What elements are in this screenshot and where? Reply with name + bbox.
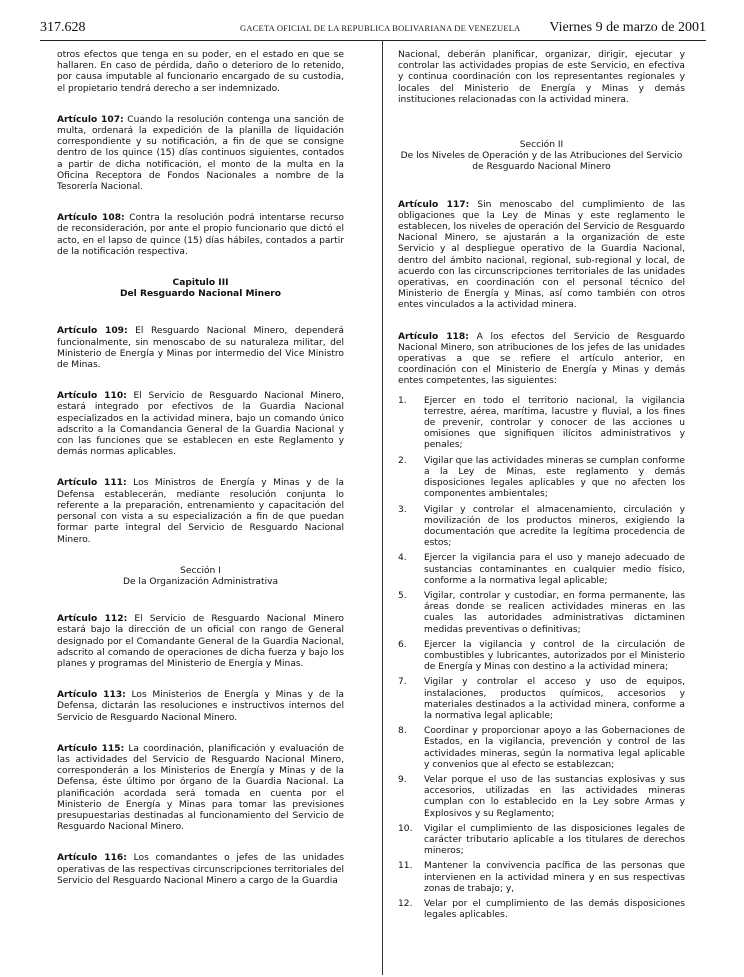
article-text: El Servicio de Resguardo Nacional Minero, estará integrado por efectivos de la Guardia Nacional especializados en la actividad minera, bajo un comando único adscrito a la Comandancia General de la Guardia Nacional y con las funciones que se establecen en este Reglamento y demás normas aplicables. (57, 391, 344, 458)
article-110 (57, 391, 344, 458)
item-number: 7. (398, 677, 407, 688)
list-item (398, 861, 685, 895)
column-divider (382, 40, 383, 975)
article-112 (57, 614, 344, 670)
left-column (57, 50, 344, 907)
issue-date: Viernes 9 de marzo de 2001 (549, 20, 706, 35)
article-text: Sin menoscabo del cumplimiento de las obligaciones que la Ley de Minas y este reglamento le establecen, los niveles de operación del Servicio de Resguardo Nacional Minero, se ajustarán a la organización de este Servicio y al despliegue operativo de la Guardia Nacional, dentro del ámbito nacional, regional, sub-regional y local, de acuerdo con las circunscripciones territoriales de las unidades operativas, en coordinación con el personal técnico del Ministerio de Energía y Minas, así como también con otros entes vinculados a la actividad minera. (398, 199, 685, 311)
list-item (398, 899, 685, 921)
section-title: Sección II (519, 140, 564, 151)
item-text: Ejercer en todo el territorio nacional, la vigilancia terrestre, aérea, marítima, lacustre y fluvial, a los fines de prevenir, controlar y conocer de las acciones u omisiones que signifiquen ilícitos administrativos y penales; (424, 395, 685, 451)
article-label: Artículo 108: (57, 213, 125, 224)
article-107 (57, 115, 344, 193)
article-label: Artículo 117: (398, 199, 470, 210)
article-108 (57, 213, 344, 258)
article-label: Artículo 107: (57, 114, 124, 125)
item-text: Coordinar y proporcionar apoyo a las Gobernaciones de Estados, en la vigilancia, prevención y control de las actividades mineras, según la normativa legal aplicable y convenios que al efecto se establezcan; (424, 726, 685, 770)
list-item (398, 775, 685, 820)
article-text: La coordinación, planificación y evaluación de las actividades del Servicio de Resguardo Nacional Minero, corresponderán a los Ministerios de Energía y Minas y de la Defensa, éste último por órgano de la Guardia Nacional. La planificación acordada será tomada en cuenta por el Ministerio de Energía y Minas para tomar las previsiones presupuestarias destinadas al funcionamiento del Servicio de Resguardo Nacional Minero. (57, 743, 344, 833)
article-label: Artículo 111: (57, 478, 127, 489)
article-label: Artículo 109: (57, 326, 128, 337)
article-117 (398, 200, 685, 312)
list-item (398, 591, 685, 636)
attributions-list (398, 396, 685, 922)
list-item (398, 456, 685, 501)
item-number: 2. (398, 455, 407, 466)
item-number: 10. (398, 823, 413, 834)
item-number: 4. (398, 553, 407, 564)
list-item (398, 677, 685, 722)
list-item (398, 640, 685, 674)
article-text: Los Ministros de Energía y Minas y de la Defensa establecerán, mediante resolución conjunta lo referente a la preparación, entrenamiento y capacitación del personal con vista a su especialización a fin de que puedan formar parte integral del Servicio de Resguardo Nacional Minero. (57, 478, 344, 545)
chapter-title: Capitulo III (172, 278, 229, 289)
article-label: Artículo 112: (57, 614, 128, 625)
article-113 (57, 690, 344, 724)
article-118 (398, 332, 685, 388)
spacer (398, 126, 685, 140)
item-text: Ejercer la vigilancia y control de la circulación de combustibles y lubricantes, autorizados por el Ministerio de Energía y Minas con destino a la actividad minera; (424, 639, 685, 673)
section-heading (398, 140, 685, 174)
article-label: Artículo 115: (57, 743, 125, 754)
article-111 (57, 478, 344, 545)
section-title: Sección I (180, 565, 221, 576)
item-number: 3. (398, 504, 407, 515)
list-item (398, 553, 685, 587)
item-number: 5. (398, 590, 407, 601)
article-text: Los Ministerios de Energía y Minas y de la Defensa, dictarán las resoluciones e instructivos internos del Servicio de Resguardo Nacional Minero. (57, 690, 344, 723)
article-label: Artículo 110: (57, 391, 127, 402)
article-label: Artículo 116: (57, 853, 127, 864)
item-text: Vigilar, controlar y custodiar, en forma permanente, las áreas donde se realicen actividades mineras en las cuales las autoridades administrativas dictaminen medidas preventivas o definitivas; (424, 590, 685, 635)
item-text: Velar por el cumplimiento de las demás disposiciones legales aplicables. (424, 899, 685, 921)
paragraph-continuation: Nacional, deberán planificar, organizar, dirigir, ejecutar y controlar las actividades propias de este Servicio, en efectiva y continua coordinación con los representantes regionales y locales del Ministerio de Energía y Minas y demás instituciones relacionadas con la actividad minera. (398, 50, 685, 105)
chapter-subtitle: Del Resguardo Nacional Minero (119, 289, 282, 300)
page-header (40, 20, 706, 41)
article-text: El Resguardo Nacional Minero, dependerá funcionalmente, sin menoscabo de su naturaleza militar, del Ministerio de Energía y Minas por intermedio del Vice Ministro de Minas. (57, 326, 344, 371)
item-text: Mantener la convivencia pacífica de las personas que intervienen en la actividad minera y en sus respectivas zonas de trabajo; y, (424, 861, 685, 894)
article-text: A los efectos del Servicio de Resguardo Nacional Minero, son atribuciones de los jefes de las unidades operativas a que se refiere el artículo anterior, en coordinación con el Ministerio de Energía y Minas y demás entes competentes, las siguientes: (398, 331, 685, 387)
item-text: Vigilar que las actividades mineras se cumplan conforme a la Ley de Minas, este reglamento y demás disposiciones legales aplicables y que no afecten los componentes ambientales; (424, 455, 685, 500)
list-item (398, 396, 685, 452)
section-subtitle: De los Niveles de Operación y de las Atribuciones del Servicio de Resguardo Nacional Minero (400, 151, 683, 173)
item-number: 12. (398, 899, 413, 909)
paragraph-continuation: otros efectos que tenga en su poder, en el estado en que se hallaren. En caso de pérdida, daño o deterioro de lo retenido, por causa imputable al funcionario encargado de su custodia, el propietario tendrá derecho a ser indemnizado. (57, 50, 344, 94)
item-text: Ejercer la vigilancia para el uso y manejo adecuado de sustancias contaminantes en cualquier medio físico, conforme a la normativa legal aplicable; (424, 553, 685, 586)
item-number: 9. (398, 774, 407, 785)
section-subtitle: De la Organización Administrativa (122, 576, 279, 587)
item-number: 8. (398, 726, 407, 737)
item-number: 1. (398, 395, 407, 406)
article-116 (57, 853, 344, 887)
item-number: 11. (398, 861, 413, 872)
item-number: 6. (398, 639, 407, 650)
list-item (398, 505, 685, 550)
item-text: Velar porque el uso de las sustancias explosivas y sus accesorios, utilizadas en las actividades mineras cumplan con lo establecido en la Ley sobre Armas y Explosivos y su Reglamento; (424, 774, 685, 819)
article-109 (57, 326, 344, 371)
chapter-heading (57, 278, 344, 300)
item-text: Vigilar y controlar el acceso y uso de equipos, instalaciones, productos químicos, accesorios y materiales destinados a la actividad minera, conforme a la normativa legal aplicable; (424, 677, 685, 721)
article-label: Artículo 118: (398, 331, 469, 342)
article-text: El Servicio de Resguardo Nacional Minero estará bajo la dirección de un oficial con rango de General designado por el Comandante General de la Guardia Nacional, adscrito al comando de operaciones de dicha fuerza y bajo los planes y programas del Ministerio de Energía y Minas. (57, 614, 344, 669)
section-heading (57, 566, 344, 588)
article-text: Cuando la resolución contenga una sanción de multa, ordenará la expedición de la planilla de liquidación correspondiente y su notificación, a fin de que se consigne dentro de los quince (15) días continuos siguientes, contados a partir de dicha notificación, el monto de la multa en la Oficina Receptora de Fondos Nacionales a nombre de la Tesorería Nacional. (57, 114, 344, 193)
page-number: 317.628 (40, 20, 86, 35)
gazette-title: GACETA OFICIAL DE LA REPUBLICA BOLIVARIANA DE VENEZUELA (240, 23, 521, 33)
item-text: Vigilar y controlar el almacenamiento, circulación y movilización de los productos mineros, exigiendo la documentación que acredite la legítima procedencia de estos; (424, 504, 685, 549)
item-text: Vigilar el cumplimiento de las disposiciones legales de carácter tributario aplicable a los titulares de derechos mineros; (424, 823, 685, 857)
article-text: Los comandantes o jefes de las unidades operativas de las respectivas circunscripciones territoriales del Servicio del Resguardo Nacional Minero a cargo de la Guardia (57, 853, 344, 886)
list-item (398, 726, 685, 771)
list-item (398, 824, 685, 858)
article-115 (57, 744, 344, 834)
article-label: Artículo 113: (57, 690, 126, 701)
article-text: Contra la resolución podrá intentarse recurso de reconsideración, por ante el propio funcionario que dictó el acto, en el lapso de quince (15) días hábiles, contados a partir de la notificación respectiva. (57, 213, 344, 257)
right-column (398, 50, 685, 925)
